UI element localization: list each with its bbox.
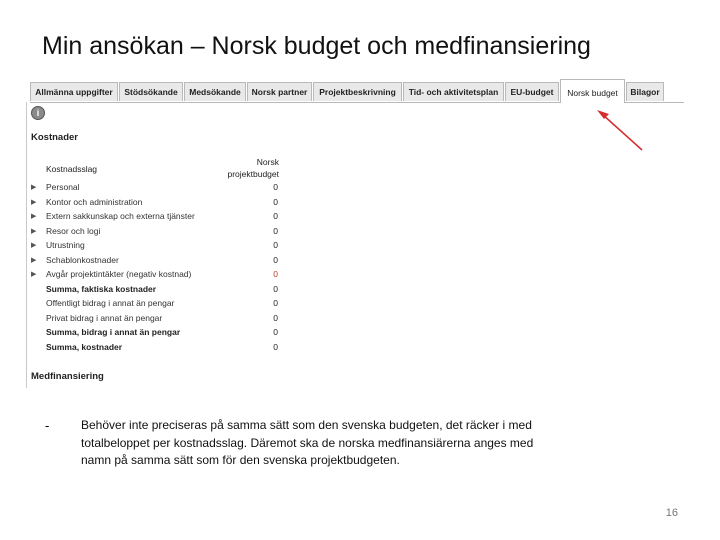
cost-row-label: Schablonkostnader [46,254,119,265]
cost-row-label: Extern sakkunskap och externa tjänster [46,211,195,221]
cost-row-value: 0 [273,269,278,279]
tab-eu-budget[interactable]: EU-budget [505,82,559,101]
page-number: 16 [665,507,678,519]
tab-stodsokande[interactable]: Stödsökande [119,82,183,101]
cost-row-label: Summa, faktiska kostnader [46,283,157,294]
cost-row-label: Kontor och administration [46,196,143,207]
cost-row-label: Privat bidrag i annat än pengar [46,312,163,323]
tab-tid-och-aktivitetsplan[interactable]: Tid- och aktivitetsplan [403,82,504,101]
cost-row-projektintakter[interactable] [26,269,286,283]
cost-row-value: 0 [273,196,278,207]
expand-arrow-icon[interactable]: ▶ [31,256,37,264]
tab-bar [30,78,684,103]
tab-medsokande[interactable]: Medsökande [184,82,246,101]
tab-allmanna-uppgifter[interactable]: Allmänna uppgifter [30,82,118,101]
expand-arrow-icon[interactable]: ▶ [31,242,37,249]
cost-row-extern-sakkunskap[interactable] [26,211,286,225]
cost-row-value: 0 [273,225,278,236]
cost-row-resor[interactable] [26,226,286,240]
bullet-text: Behöver inte preciseras på samma sätt som den svenska budgeten, det räcker i med totalbeloppet per kostnadsslag. Däremot ska de norska medfinansiärerna anges med namn på samma sätt som för den svenska projektbudgeten. [81,418,534,467]
cost-row-label: Summa, bidrag i annat än pengar [46,327,181,337]
tab-norsk-budget[interactable]: Norsk budget [560,79,625,103]
cost-row-value: 0 [273,327,278,337]
expand-arrow-icon[interactable]: ▶ [31,213,37,220]
tab-norsk-partner[interactable]: Norsk partner [247,82,312,101]
sum-row-bidrag [26,327,286,341]
cost-row-value: 0 [273,341,278,352]
cost-row-label: Utrustning [46,240,85,250]
cost-row-value: 0 [273,298,278,308]
section-title-medfinansiering: Medfinansiering [31,371,104,382]
column-header-norsk: Norsk [256,157,279,167]
cost-row-privat-bidrag [26,313,286,327]
cost-row-utrustning[interactable] [26,240,286,254]
cost-row-value: 0 [273,254,278,265]
cost-row-value: 0 [273,240,278,250]
sum-row-kostnader [26,342,286,356]
info-icon[interactable]: i [31,106,45,120]
slide-title: Min ansökan – Norsk budget och medfinansiering [42,32,591,60]
expand-arrow-icon[interactable]: ▶ [31,227,37,235]
section-title-kostnader: Kostnader [31,132,78,143]
sum-row-faktiska-kostnader [26,284,286,298]
cost-row-kontor[interactable] [26,197,286,211]
cost-row-value: 0 [273,211,278,221]
cost-row-label: Summa, kostnader [46,341,123,352]
cost-row-value: 0 [273,283,278,294]
cost-row-value: 0 [273,182,278,192]
expand-arrow-icon[interactable]: ▶ [31,271,37,278]
cost-row-label: Resor och logi [46,225,101,236]
tab-projektbeskrivning[interactable]: Projektbeskrivning [313,82,402,101]
cost-row-label: Avgår projektintäkter (negativ kostnad) [46,269,192,279]
column-header-kostnadsslag: Kostnadsslag [46,164,98,174]
cost-row-offentligt-bidrag [26,298,286,312]
cost-row-personal[interactable] [26,182,286,196]
bullet-dash: - [45,418,50,433]
cost-row-value: 0 [273,312,278,323]
tab-bilagor[interactable]: Bilagor [626,82,664,101]
cost-row-label: Offentligt bidrag i annat än pengar [46,298,175,308]
cost-row-label: Personal [46,182,80,192]
column-header-projektbudget: projektbudget [227,169,279,179]
application-screenshot [26,76,684,388]
cost-row-schablonkostnader[interactable] [26,255,286,269]
expand-arrow-icon[interactable]: ▶ [31,198,37,206]
expand-arrow-icon[interactable]: ▶ [31,184,37,191]
